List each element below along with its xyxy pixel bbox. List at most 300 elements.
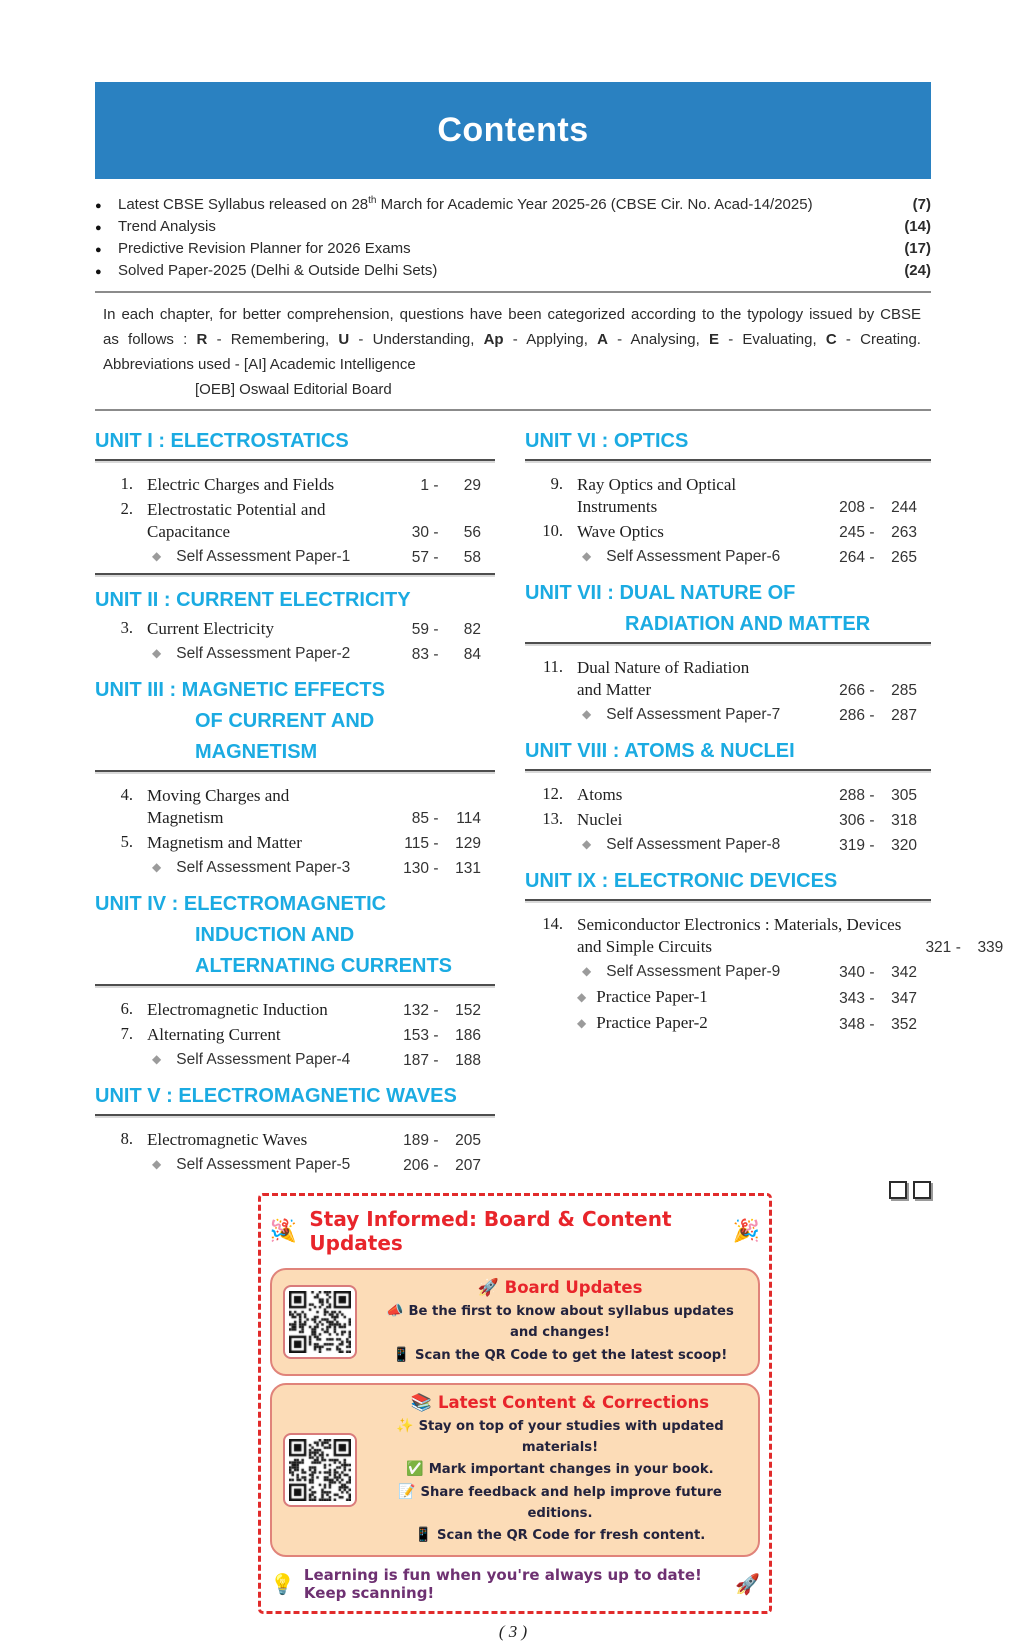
page-end: 129: [455, 835, 481, 852]
page-end: 207: [455, 1157, 481, 1174]
unit-heading-line: MAGNETISM: [195, 741, 318, 763]
row-title-text: Practice Paper-1: [596, 987, 708, 1006]
page-end: 342: [891, 964, 917, 981]
qr-phone-icon: 📱: [392, 1346, 416, 1363]
updates-box-title: [270, 1202, 760, 1261]
row-title-text: Self Assessment Paper-5: [176, 1156, 351, 1173]
row-page-range: [913, 937, 1017, 958]
text-segment: Predictive Revision Planner for 2026 Exams: [118, 240, 411, 257]
row-page-range: [391, 1130, 495, 1151]
card-line: [372, 1458, 748, 1480]
note-line: [103, 302, 921, 327]
row-title-line: Capacitance: [147, 522, 231, 541]
page-end: 318: [891, 812, 917, 829]
toc-section: [95, 1084, 495, 1176]
page-dash: -: [869, 682, 875, 699]
row-number: [95, 1049, 135, 1071]
unit-heading-line: RADIATION AND MATTER: [625, 613, 871, 635]
toc-row: [525, 809, 931, 831]
checkmark-icon: ✅: [406, 1461, 429, 1478]
row-title: [147, 618, 379, 640]
row-title: [577, 809, 815, 831]
row-number: 14.: [542, 914, 563, 933]
page-start: 132: [403, 1002, 429, 1019]
row-number: [95, 1154, 135, 1176]
card-title-text: Board Updates: [504, 1278, 643, 1297]
diamond-bullet-icon: ◆: [152, 549, 162, 563]
qr-code: [289, 1439, 351, 1501]
row-page-range: [827, 988, 931, 1009]
text-segment: to get the latest scoop!: [547, 1347, 728, 1363]
unit-heading-line: INDUCTION AND: [195, 924, 355, 946]
page-end: 84: [463, 646, 481, 663]
row-title-line: [577, 961, 815, 983]
end-of-toc-marks: [889, 1181, 931, 1199]
row-title-text: Self Assessment Paper-3: [176, 859, 351, 876]
row-title-line: [147, 1154, 379, 1176]
unit-heading-line: UNIT I : ELECTROSTATICS: [95, 430, 349, 452]
updates-card: [270, 1268, 760, 1376]
text-segment: In each chapter, for better comprehension, questions have been categorized according to the typology issued by CBSE: [103, 306, 921, 323]
diamond-bullet-icon: ◆: [582, 707, 592, 721]
row-number: 3.: [120, 618, 133, 637]
row-page-range: [391, 1155, 495, 1176]
row-title-text: Self Assessment Paper-6: [606, 548, 781, 565]
page-dash: -: [869, 837, 875, 854]
page-end: 347: [891, 990, 917, 1007]
page-end: 29: [463, 477, 481, 494]
row-title-line: Wave Optics: [577, 522, 664, 541]
text-segment: - Understanding,: [349, 331, 484, 348]
page-dash: -: [433, 1027, 439, 1044]
row-page-range: [391, 522, 495, 543]
text-segment: C: [825, 331, 837, 348]
row-title: [147, 857, 379, 879]
row-number: 10.: [542, 521, 563, 540]
row-title: [577, 546, 815, 568]
text-segment: Mark important changes in your book.: [428, 1462, 714, 1478]
updates-footer: [270, 1566, 760, 1602]
row-page-range: [827, 1014, 931, 1035]
text-segment: - Evaluating,: [718, 331, 826, 348]
row-title-line: [147, 1049, 379, 1071]
unit-heading-line: UNIT VIII : ATOMS & NUCLEI: [525, 740, 795, 762]
toc-row: [95, 999, 495, 1021]
front-matter-item: [95, 261, 931, 282]
row-title: [147, 546, 379, 568]
row-title-line: Nuclei: [577, 810, 623, 829]
page-start: 153: [403, 1027, 429, 1044]
row-page-range: [391, 1025, 495, 1046]
toc-section: [525, 739, 931, 856]
front-matter-page: (14): [904, 218, 931, 235]
toc-row: [95, 1129, 495, 1151]
unit-heading: [525, 581, 931, 637]
page-start: 245: [839, 524, 865, 541]
front-matter-label: [118, 191, 883, 215]
text-segment: U: [338, 331, 350, 348]
card-line: [372, 1415, 748, 1459]
row-title-line: [577, 1012, 815, 1035]
unit-heading: [95, 588, 495, 613]
qr-code-frame: [283, 1433, 357, 1507]
row-title-line: Magnetism: [147, 808, 224, 827]
page-dash: -: [433, 810, 439, 827]
page-dash: -: [869, 812, 875, 829]
unit-heading-line: UNIT II : CURRENT ELECTRICITY: [95, 589, 411, 611]
divider: [95, 409, 931, 411]
text-segment: Be the first to know about syllabus updates and changes!: [408, 1304, 734, 1341]
row-page-range: [827, 810, 931, 831]
row-page-range: [391, 833, 495, 854]
row-number: [525, 1012, 565, 1035]
row-number: 5.: [120, 832, 133, 851]
row-title: [577, 914, 901, 958]
diamond-bullet-icon: ◆: [152, 1157, 162, 1171]
note-line: [103, 377, 921, 402]
row-number: 8.: [120, 1129, 133, 1148]
square-icon: [889, 1181, 907, 1199]
party-popper-icon: 🎉: [270, 1218, 298, 1244]
rocket-icon: 🚀: [735, 1571, 760, 1596]
row-title: [147, 832, 379, 854]
row-title-text: Self Assessment Paper-4: [176, 1051, 351, 1068]
section-rule: [95, 573, 495, 575]
heading-rule: [95, 1114, 495, 1116]
toc-row: [95, 1024, 495, 1046]
diamond-bullet-icon: ◆: [577, 990, 587, 1004]
row-page-range: [827, 835, 931, 856]
page-start: 130: [403, 860, 429, 877]
row-page-range: [391, 619, 495, 640]
text-segment: - Remembering,: [207, 331, 339, 348]
page-dash: -: [433, 860, 439, 877]
diamond-bullet-icon: ◆: [582, 549, 592, 563]
row-title-line: [577, 546, 815, 568]
row-title-line: Semiconductor Electronics : Materials, Devices: [577, 915, 902, 934]
toc-row: [95, 474, 495, 496]
row-title-text: Self Assessment Paper-2: [176, 645, 351, 662]
row-number: [95, 546, 135, 568]
toc-section: [95, 892, 495, 1071]
page-dash: -: [869, 964, 875, 981]
unit-heading: [95, 429, 495, 454]
page-dash: -: [433, 477, 439, 494]
page-dash: -: [869, 707, 875, 724]
row-title-line: [577, 986, 815, 1009]
toc-row: [95, 643, 495, 665]
diamond-bullet-icon: ◆: [577, 1016, 587, 1030]
row-page-range: [827, 705, 931, 726]
toc-row: [525, 546, 931, 568]
row-page-range: [827, 680, 931, 701]
heading-rule: [95, 770, 495, 772]
row-page-range: [391, 547, 495, 568]
diamond-bullet-icon: ◆: [152, 646, 162, 660]
page-end: 285: [891, 682, 917, 699]
toc-row: [525, 704, 931, 726]
text-segment: Stay on top of your studies with updated materials!: [418, 1418, 724, 1456]
page-end: 339: [977, 939, 1004, 956]
page-dash: -: [433, 1052, 439, 1069]
card-line: [372, 1524, 748, 1546]
megaphone-icon: 📣: [386, 1303, 409, 1319]
page-end: 320: [891, 837, 917, 854]
toc-rows: [95, 469, 495, 568]
qr-phone-icon: 📱: [414, 1527, 438, 1544]
text-segment: Ap: [483, 331, 504, 348]
row-title-line: Instruments: [577, 497, 658, 516]
qr-code-frame: [283, 1285, 357, 1359]
card-title: [372, 1278, 748, 1298]
unit-heading-line: UNIT III : MAGNETIC EFFECTS: [95, 679, 385, 701]
page-end: 265: [891, 549, 917, 566]
page-dash: -: [869, 787, 875, 804]
card-line: [372, 1344, 748, 1366]
row-title-line: [577, 834, 815, 856]
toc-section: [525, 869, 1004, 1035]
row-page-range: [391, 808, 495, 829]
page-end: 205: [455, 1132, 481, 1149]
row-title-line: [147, 546, 379, 568]
front-matter-page: (17): [904, 240, 931, 257]
row-title-line: and Matter: [577, 680, 652, 699]
row-page-range: [827, 785, 931, 806]
page-end: 305: [891, 787, 917, 804]
table-of-contents: [95, 423, 1004, 1189]
toc-row: [95, 1049, 495, 1071]
page-start: 266: [839, 682, 865, 699]
page-end: 114: [456, 810, 481, 827]
row-title-line: [577, 704, 815, 726]
page-end: 352: [891, 1016, 917, 1033]
row-number: [525, 704, 565, 726]
card-title: [372, 1393, 748, 1413]
note-line: [103, 327, 921, 352]
toc-rows: [95, 613, 495, 665]
page-start: 30: [411, 524, 429, 541]
rocket-icon: 🚀: [477, 1278, 505, 1298]
toc-rows: [525, 469, 931, 568]
front-matter-item: [95, 239, 931, 260]
typology-note: [95, 293, 931, 409]
page-end: 82: [463, 621, 481, 638]
row-number: [95, 857, 135, 879]
page-start: 189: [403, 1132, 429, 1149]
page-dash: -: [433, 1002, 439, 1019]
row-title-line: Electric Charges and Fields: [147, 475, 335, 494]
toc-right-column: [525, 423, 1004, 1189]
page-title: Contents: [437, 111, 589, 149]
page-start: 306: [839, 812, 865, 829]
toc-row: [525, 1012, 931, 1035]
stay-informed-box: [258, 1193, 772, 1614]
row-number: [525, 961, 565, 983]
diamond-bullet-icon: ◆: [152, 1052, 162, 1066]
heading-rule: [95, 984, 495, 986]
row-title: [147, 1049, 379, 1071]
page-start: 59: [411, 621, 429, 638]
toc-row: [525, 914, 1004, 958]
front-matter-label: [118, 261, 883, 281]
card-title-text: Latest Content & Corrections: [437, 1392, 710, 1412]
row-title-line: Atoms: [577, 785, 623, 804]
page-start: 1: [420, 477, 429, 494]
row-title: [147, 474, 379, 496]
bullet-dot-icon: ●: [95, 244, 102, 256]
row-number: [95, 643, 135, 665]
unit-heading-line: UNIT VI : OPTICS: [525, 430, 689, 452]
toc-row: [525, 986, 931, 1009]
page-start: 321: [925, 939, 952, 956]
page-content: [95, 82, 1004, 1642]
unit-heading: [525, 869, 931, 894]
unit-heading-line: OF CURRENT AND: [195, 710, 375, 732]
row-title-line: Electromagnetic Waves: [147, 1130, 308, 1149]
page-end: 263: [891, 524, 917, 541]
bullet-dot-icon: ●: [95, 222, 102, 234]
row-title: [147, 1024, 379, 1046]
row-title: [147, 1154, 379, 1176]
diamond-bullet-icon: ◆: [582, 964, 592, 978]
toc-rows: [525, 909, 1004, 1035]
row-title-line: Ray Optics and Optical: [577, 475, 737, 494]
row-page-range: [827, 547, 931, 568]
updates-box-title-text: Stay Informed: Board & Content Updates: [309, 1207, 672, 1255]
text-segment: [OEB] Oswaal Editorial Board: [195, 381, 392, 398]
text-segment: Latest CBSE Syllabus released on 28: [118, 196, 369, 213]
row-title: [577, 834, 815, 856]
front-matter-page: (7): [912, 196, 931, 213]
row-number: 4.: [120, 785, 133, 804]
front-matter-item: [95, 217, 931, 238]
updates-section: [95, 1193, 931, 1614]
page-start: 208: [839, 499, 865, 516]
row-page-range: [827, 497, 931, 518]
toc-row: [95, 499, 495, 543]
page-start: 319: [839, 837, 865, 854]
front-matter-label: [118, 239, 883, 259]
row-number: 13.: [542, 809, 563, 828]
page-dash: -: [433, 549, 439, 566]
page-dash: -: [955, 939, 961, 956]
row-title-line: Electromagnetic Induction: [147, 1000, 328, 1019]
row-title: [147, 999, 379, 1021]
memo-pencil-icon: 📝: [398, 1483, 421, 1500]
row-number: 7.: [120, 1024, 133, 1043]
page-end: 56: [463, 524, 481, 541]
page-start: 343: [839, 990, 865, 1007]
row-number: 9.: [550, 474, 563, 493]
page-dash: -: [869, 499, 875, 516]
row-title-line: Current Electricity: [147, 619, 274, 638]
row-title: [577, 704, 815, 726]
toc-row: [95, 1154, 495, 1176]
text-segment: th: [368, 195, 377, 206]
text-segment: as follows :: [103, 331, 197, 348]
unit-heading-line: ALTERNATING CURRENTS: [195, 955, 453, 977]
page-end: 131: [455, 860, 481, 877]
text-segment: - Analysing,: [607, 331, 709, 348]
page-dash: -: [433, 621, 439, 638]
text-segment: Scan the QR Code: [437, 1528, 570, 1544]
toc-row: [525, 521, 931, 543]
page-dash: -: [869, 1016, 875, 1033]
page-end: 188: [455, 1052, 481, 1069]
toc-row: [525, 474, 931, 518]
row-number: 12.: [542, 784, 563, 803]
front-matter-label: [118, 217, 883, 237]
unit-heading-line: UNIT IX : ELECTRONIC DEVICES: [525, 870, 838, 892]
page-dash: -: [433, 835, 439, 852]
updates-card: [270, 1383, 760, 1557]
toc-section: [525, 581, 931, 726]
row-page-range: [391, 858, 495, 879]
page-start: 206: [403, 1157, 429, 1174]
row-title-text: Self Assessment Paper-9: [606, 963, 781, 980]
toc-row: [525, 834, 931, 856]
page-start: 286: [839, 707, 865, 724]
page-dash: -: [433, 646, 439, 663]
unit-heading-line: UNIT IV : ELECTROMAGNETIC: [95, 893, 387, 915]
row-title-line: Magnetism and Matter: [147, 833, 302, 852]
row-title-text: Practice Paper-2: [596, 1013, 708, 1032]
text-segment: A: [597, 331, 608, 348]
page-end: 58: [463, 549, 481, 566]
row-title-text: Self Assessment Paper-1: [176, 548, 351, 565]
text-segment: R: [196, 331, 208, 348]
toc-section: [95, 678, 495, 879]
row-title: [577, 784, 815, 806]
unit-heading-line: UNIT V : ELECTROMAGNETIC WAVES: [95, 1085, 457, 1107]
row-page-range: [391, 1050, 495, 1071]
toc-rows: [95, 1124, 495, 1176]
heading-rule: [525, 459, 931, 461]
text-segment: Abbreviations used - [AI] Academic Intelligence: [103, 356, 416, 373]
text-segment: - Applying,: [503, 331, 598, 348]
text-segment: Solved Paper-2025 (Delhi & Outside Delhi Sets): [118, 262, 438, 279]
toc-section: [95, 588, 495, 665]
unit-heading: [525, 429, 931, 454]
toc-section: [525, 429, 931, 568]
row-title-line: [147, 857, 379, 879]
heading-rule: [525, 769, 931, 771]
text-segment: for fresh content.: [569, 1528, 706, 1544]
row-title: [147, 785, 379, 829]
row-number: [525, 986, 565, 1009]
card-line: [372, 1300, 748, 1344]
text-segment: - Creating.: [836, 331, 921, 348]
text-segment: Scan the QR Code: [415, 1347, 548, 1363]
row-number: 11.: [542, 657, 563, 676]
row-title-line: [147, 643, 379, 665]
row-page-range: [391, 1000, 495, 1021]
party-popper-icon: 🎉: [732, 1218, 760, 1244]
toc-row: [95, 857, 495, 879]
page-start: 85: [411, 810, 429, 827]
row-number: 2.: [120, 499, 133, 518]
page-dash: -: [433, 1157, 439, 1174]
toc-section: [95, 429, 495, 575]
page-start: 57: [411, 549, 429, 566]
page-end: 152: [455, 1002, 481, 1019]
unit-heading-line: UNIT VII : DUAL NATURE OF: [525, 582, 796, 604]
page-dash: -: [869, 549, 875, 566]
row-title: [577, 961, 815, 983]
row-title: [577, 474, 815, 518]
unit-heading: [95, 1084, 495, 1109]
row-title: [147, 499, 379, 543]
